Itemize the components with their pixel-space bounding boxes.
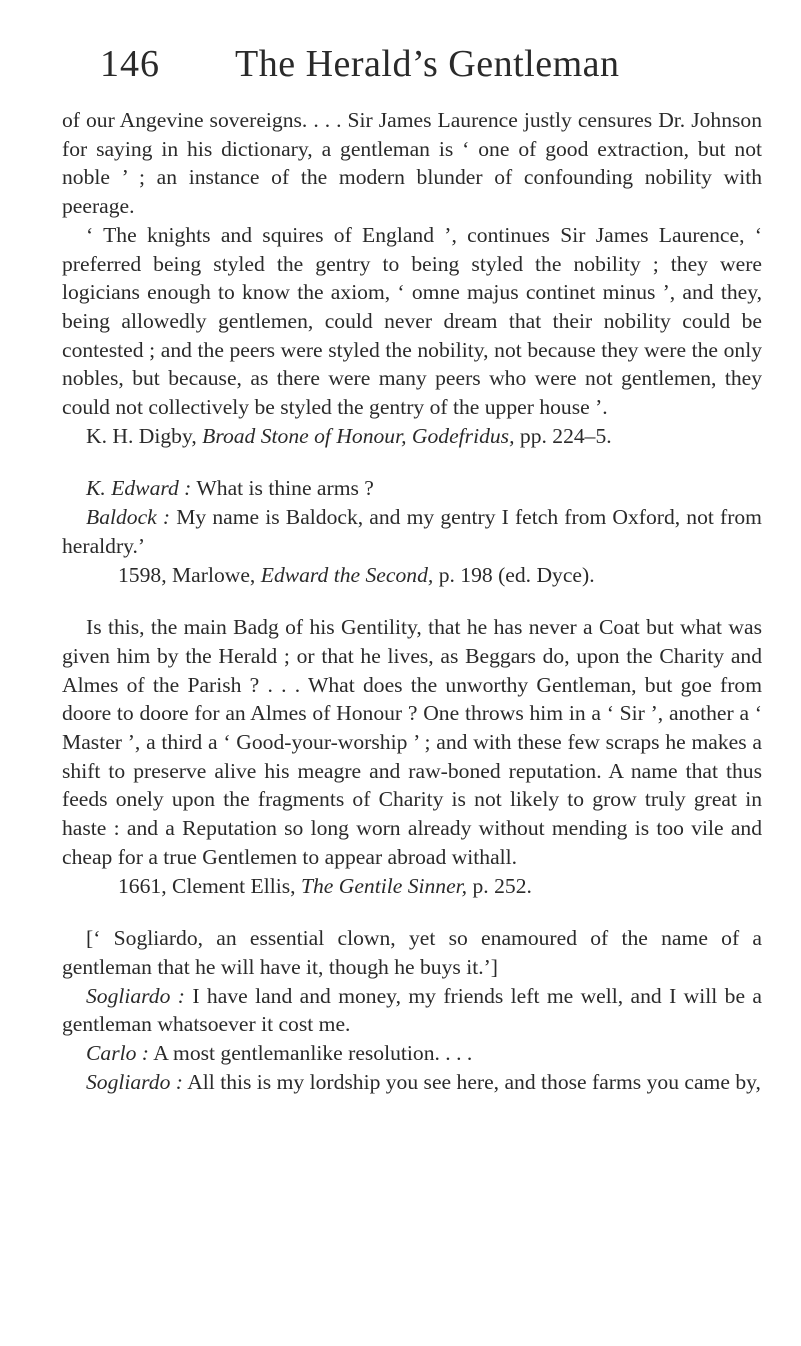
speaker: Baldock :	[86, 505, 171, 530]
speech: A most gentlemanlike resolution. . . .	[153, 1041, 473, 1066]
citation-work: Broad Stone of Honour, Godefridus,	[202, 423, 515, 448]
speech: I have land and money, my friends left me well, and I will be a gentleman whatsoever it cost me.	[62, 983, 762, 1037]
citation-author: 1661, Clement Ellis,	[118, 873, 296, 898]
passage-paragraph: Is this, the main Badg of his Gentility, that he has never a Coat but what was given him by the Herald ; or that he lives, as Beggars do, upon the Charity and Almes of the Parish ? . . . What does the unworthy Gentleman, but goe from doore to doore for an Almes of Honour ? One throws him in a ‘ Sir ’, another a ‘ Master ’, a third a ‘ Good-your-worship ’ ; and with these few scraps he makes a shift to preserve alive his meagre and raw-boned reputation. A name that thus feeds onely upon the fragments of Charity is not likely to grow truly great in haste : and a Reputation so long worn already without mending is too vile and cheap for a true Gentlemen to appear abroad withall.	[62, 615, 762, 869]
speech: My name is Baldock, and my gentry I fetch from Oxford, not from heraldry.’	[62, 505, 762, 558]
dialogue-line	[62, 503, 762, 560]
dialogue-line	[62, 474, 762, 503]
speech: What is thine arms ?	[196, 476, 374, 501]
speaker: Sogliardo :	[86, 983, 185, 1008]
speaker: Carlo :	[86, 1041, 149, 1066]
citation-pages: pp. 224–5.	[519, 423, 612, 448]
dialogue-line	[62, 982, 762, 1039]
running-title: The Herald’s Gentleman	[235, 43, 620, 85]
bracketed-intro: [‘ Sogliardo, an essential clown, yet so enamoured of the name of a gentleman that he will have it, though he buys it.’]	[62, 926, 762, 979]
speaker: Sogliardo :	[86, 1069, 183, 1094]
speaker: K. Edward :	[86, 476, 192, 501]
page-header	[100, 40, 740, 88]
page-number: 146	[100, 43, 160, 85]
citation-author: 1598, Marlowe,	[118, 562, 256, 587]
passage-paragraph: of our Angevine sovereigns. . . . Sir James Laurence justly censures Dr. Johnson for saying in his dictionary, a gentleman is ‘ one of good extraction, but not noble ’ ; an instance of the modern blunder of confounding nobility with peerage.	[62, 108, 762, 219]
citation	[62, 561, 762, 590]
citation-work: The Gentile Sinner,	[300, 873, 468, 898]
citation-pages: p. 198 (ed. Dyce).	[438, 562, 595, 587]
passage-paragraph: ‘ The knights and squires of England ’, continues Sir James Laurence, ‘ preferred being styled the gentry to being styled the nobility ; they were logicians enough to know the axiom, ‘ omne majus continet minus ’, and they, being allowedly gentlemen, could never dream that their nobility could be contested ; and the peers were styled the nobility, not because they were the only nobles, but because, as there were many peers who were not gentlemen, they could not collectively be styled the gentry of the upper house ’.	[62, 222, 762, 420]
citation-pages: p. 252.	[472, 873, 532, 898]
citation	[62, 872, 762, 901]
page-body	[62, 106, 762, 1097]
dialogue-line	[62, 1068, 762, 1097]
citation	[62, 422, 762, 451]
citation-work: Edward the Second,	[260, 562, 434, 587]
speech: All this is my lordship you see here, and those farms you came by,	[187, 1069, 761, 1094]
citation-author: K. H. Digby,	[86, 423, 197, 448]
dialogue-line	[62, 1039, 762, 1068]
